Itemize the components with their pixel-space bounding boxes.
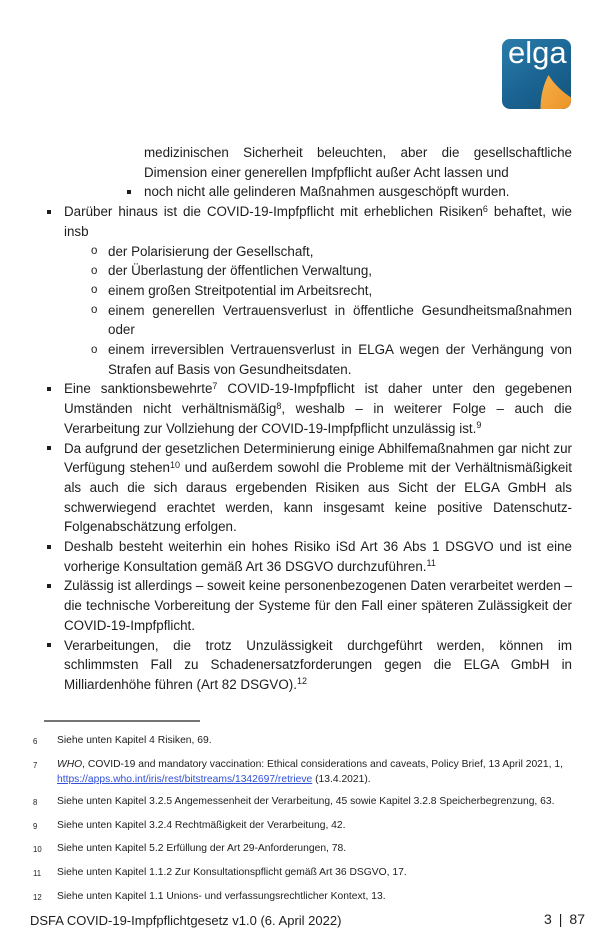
footnote-text: [57, 757, 586, 787]
text-run: Siehe unten Kapitel 5.2 Erfüllung der Art 29-Anforderungen, 78.: [57, 843, 347, 855]
text-run: Zulässig ist allerdings – soweit keine personenbezogenen Daten verarbeitet werden – die technische Vorbereitung der Systeme für den Fall einer späteren Zulässigkeit der COVID-19-Impfpflicht.: [64, 578, 572, 633]
body-text: [45, 143, 572, 695]
bullet-item: [45, 202, 572, 241]
text-run: noch nicht alle gelinderen Maßnahmen ausgeschöpft wurden.: [144, 184, 510, 200]
footnote-number: 10: [33, 845, 42, 855]
footnote-number: 8: [33, 798, 38, 808]
elga-logo: [502, 39, 571, 109]
footnote-reference: 6: [482, 203, 488, 214]
bullet-item: [45, 636, 572, 695]
footer-page-separator: |: [558, 911, 563, 927]
bullet-item: [45, 261, 572, 281]
text-run: Siehe unten Kapitel 1.1.2 Zur Konsultationspflicht gemäß Art 36 DSGVO, 17.: [57, 866, 407, 878]
footnote-row: [30, 794, 586, 810]
text-run: behaftet, wie insb: [64, 204, 573, 239]
text-run: Eine sanktionsbewehrte: [64, 381, 213, 397]
text-run: Siehe unten Kapitel 3.2.5 Angemessenheit der Verarbeitung, 45 sowie Kapitel 3.2.8 Speicherbegrenzung, 63.: [57, 796, 555, 808]
footnote-text: [57, 841, 586, 857]
text-run: der Überlastung der öffentlichen Verwaltung,: [108, 263, 373, 279]
text-run: Deshalb besteht weiterhin ein hohes Risiko iSd Art 36 Abs 1 DSGVO und ist eine vorherige Konsultation gemäß Art 36 DSGVO durchzuführen.: [64, 539, 572, 574]
bullet-item: [45, 340, 572, 379]
text-run: Verarbeitungen, die trotz Unzulässigkeit durchgeführt werden, können im schlimmsten Fall zu Schadenersatzforderungen gegen die ELGA GmbH in Milliardenhöhe führen (Art 82 DSGVO).: [64, 637, 572, 692]
footnote-row: [30, 757, 586, 787]
text-run: COVID-19-Impfpflicht ist daher unter den gegebenen Umständen nicht verhältnismäßig: [64, 381, 572, 417]
bullet-item: [45, 576, 572, 635]
text-run: Siehe unten Kapitel 3.2.4 Rechtmäßigkeit der Verarbeitung, 42.: [57, 819, 346, 831]
text-run: einem großen Streitpotential im Arbeitsrecht,: [108, 282, 373, 298]
italic-text: WHO: [57, 758, 83, 770]
bullet-item: [45, 537, 572, 576]
footnote-row: [30, 733, 586, 749]
footnote-reference: 7: [212, 380, 218, 391]
footnote-number: 12: [33, 892, 42, 902]
text-run: Siehe unten Kapitel 1.1 Unions- und verfassungsrechtlicher Kontext, 13.: [57, 890, 386, 902]
footnote-row: [30, 818, 586, 834]
bullet-item: [45, 379, 572, 438]
bullet-item: [45, 182, 572, 202]
footnote-row: [30, 865, 586, 881]
text-run: und außerdem sowohl die Probleme mit der Verhältnismäßigkeit als auch die sich daraus ergebenden Risiken aus Sicht der ELGA GmbH als schwerwiegend erachtet werden, kann insgesamt keine positive Datenschutz-Folgenabschätzung erfolgen.: [64, 460, 573, 535]
footnote-separator: [44, 720, 200, 722]
text-run: Da aufgrund der gesetzlichen Determinierung einige Abhilfemaßnahmen gar nicht zur Verfügung stehen: [64, 440, 572, 476]
footnote-text: [57, 794, 586, 810]
footnote-reference: 8: [276, 400, 282, 411]
text-run: einem generellen Vertrauensverlust in öffentliche Gesundheitsmaßnahmen oder: [108, 302, 572, 338]
text-run: Darüber hinaus ist die COVID-19-Impfpflicht mit erheblichen Risiken: [64, 204, 483, 220]
paragraph-continuation: [45, 143, 572, 182]
footer-document-title: DSFA COVID-19-Impfpflichtgesetz v1.0 (6. April 2022): [30, 913, 342, 928]
footnote-number: 7: [33, 760, 38, 770]
footnote-reference: 11: [426, 558, 436, 569]
footnote-number: 11: [33, 868, 42, 878]
text-run: (13.4.2021).: [312, 773, 371, 785]
bullet-item: [45, 301, 572, 340]
text-run: Siehe unten Kapitel 4 Risiken, 69.: [57, 735, 212, 746]
text-run: , COVID-19 and mandatory vaccination: Ethical considerations and caveats, Policy Brief, 13 April 2021, 1,: [82, 758, 563, 770]
footer-page-number: [544, 911, 585, 927]
footnote-text: [57, 889, 586, 905]
text-run: der Polarisierung der Gesellschaft,: [108, 243, 314, 259]
text-run: , weshalb – in weiterer Folge – auch die Verarbeitung zur Vollziehung der COVID-19-Impfpflicht unzulässig ist.: [64, 401, 572, 436]
footnote-number: 9: [33, 821, 38, 831]
footnote-text: [57, 865, 586, 881]
bullet-item: [45, 242, 572, 262]
footer-page-current: 3: [543, 911, 552, 927]
footnote-text: [57, 733, 586, 749]
footnote-reference: 12: [296, 676, 307, 687]
footnote-reference: 9: [476, 420, 482, 431]
text-run: medizinischen Sicherheit beleuchten, aber die gesellschaftliche Dimension einer generellen Impfpflicht außer Acht lassen und: [144, 145, 572, 180]
footnote-row: [30, 889, 586, 905]
footnote-link[interactable]: https://apps.who.int/iris/rest/bitstreams/1342697/retrieve: [57, 773, 313, 785]
footnote-row: [30, 841, 586, 857]
footnotes: [30, 733, 586, 912]
text-run: einem irreversiblen Vertrauensverlust in ELGA wegen der Verhängung von Strafen auf Basis von Gesundheitsdaten.: [108, 342, 572, 377]
bullet-item: [45, 281, 572, 301]
elga-logo-wordmark: elga: [508, 39, 567, 70]
footnote-text: [57, 818, 586, 834]
footnote-number: 6: [33, 737, 38, 746]
bullet-item: [45, 439, 572, 538]
footer-page-total: 87: [569, 911, 585, 927]
elga-logo-corner-icon: [502, 39, 571, 109]
footnote-reference: 10: [169, 459, 180, 470]
